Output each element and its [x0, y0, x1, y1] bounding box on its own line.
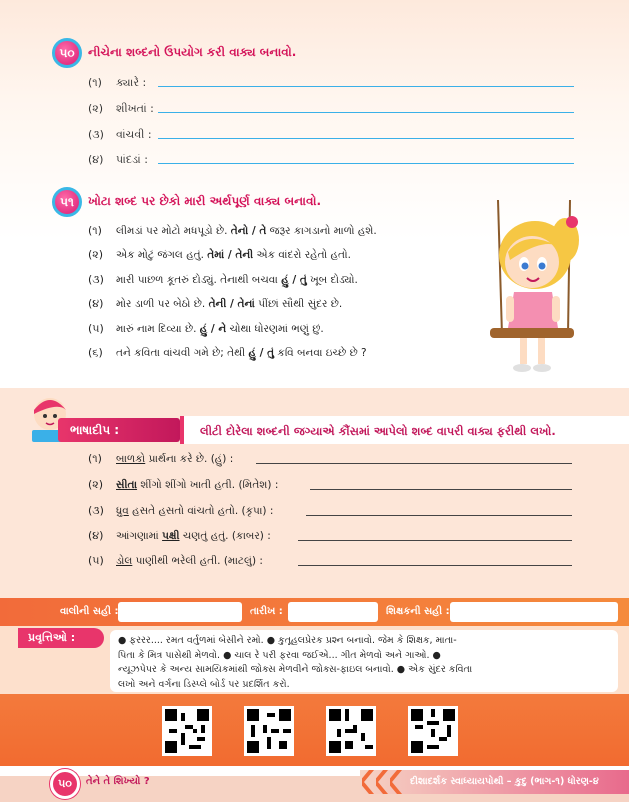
bhasha-answer-line-2[interactable] — [310, 489, 572, 490]
bhasha-answer-line-5[interactable] — [298, 565, 572, 566]
bhasha-item-1-num: (૧) — [88, 452, 102, 465]
qr-code-1[interactable] — [162, 706, 212, 756]
q51-title: ખોટા શબ્દ પર છેકો મારી અર્થપૂર્ણ વાક્ય બનાવો. — [88, 194, 322, 208]
q51-s1-choice[interactable]: તેનો / તે — [230, 225, 267, 237]
q51-s5-post: ચોથા ધોરણમાં ભણું છું. — [226, 323, 324, 335]
q51-s2-choice[interactable]: તેમાં / તેની — [207, 249, 254, 261]
bhasha-item-5-num: (૫) — [88, 554, 104, 567]
bhasha-item-1 — [88, 452, 233, 466]
q50-badge — [52, 38, 82, 68]
q51-s3-post: ખૂબ દોડ્યો. — [306, 274, 358, 286]
qr-code-2-graphic — [247, 709, 291, 753]
parent-signature-field[interactable] — [118, 602, 242, 622]
q51-s1-pre: લીમડાં પર મોટો મધપૂડો છે. — [116, 225, 231, 237]
q50-answer-line-3[interactable] — [158, 138, 574, 139]
q51-sentence-3 — [88, 273, 358, 287]
bhasha-item-4-rest: ચણતું હતું. (કાબર) : — [179, 530, 271, 542]
bhasha-item-4 — [88, 529, 271, 543]
q50-item-1 — [88, 76, 146, 90]
page-number-badge: ૫૦ — [50, 769, 80, 799]
footer-left-text: તેને તે શિખ્યો ? — [86, 776, 150, 787]
bhasha-item-2-underlined: સીતા — [116, 479, 138, 491]
bhasha-item-3-underlined: ધ્રુવ — [116, 505, 129, 517]
q51-sentence-4 — [88, 297, 342, 311]
bhasha-item-2 — [88, 478, 278, 492]
bhasha-item-3-rest: હસતે હસતો વાંચતો હતો. (કૃપા) : — [128, 505, 274, 517]
bhasha-item-1-underlined: બાળકો — [116, 453, 146, 465]
q51-s3-pre: મારી પાછળ કૂતરું દોડ્યું. તેનાથી બચવા — [116, 274, 282, 286]
qr-code-1-graphic — [165, 709, 209, 753]
bhasha-item-3 — [88, 504, 273, 518]
q50-item-4 — [88, 153, 148, 167]
q51-s3-num: (૩) — [88, 273, 104, 286]
qr-code-3[interactable] — [326, 706, 376, 756]
teacher-signature-label: શિક્ષકની સહી : — [386, 606, 450, 617]
q50-answer-line-1[interactable] — [158, 86, 574, 87]
bhasha-item-5-underlined: ડોલ — [116, 555, 133, 567]
qr-code-2[interactable] — [244, 706, 294, 756]
activities-line-2: પિતા કે મિત્ર પાસેથી મેળવો. ● ચાલ રે પરી ફરવા જઈએ... ગીત મેળવો અને ગાઓ. ● — [118, 649, 441, 661]
bhasha-item-4-pre: આંગણામાં — [116, 530, 163, 542]
q51-s6-choice[interactable]: હું / તું — [248, 347, 275, 359]
q51-s2-pre: એક મોટું જંગલ હતું. — [116, 249, 208, 261]
qr-code-4[interactable] — [408, 706, 458, 756]
activities-line-1: ● ફરરર.... રમત વર્તુળમાં બેસીને રમો. ● કુતૂહલપ્રેરક પ્રશ્ન બનાવો. જેમ કે શિક્ષક, માતા- — [118, 635, 457, 646]
activities-line-4: લખો અને વર્ગના ડિસ્પ્લે બોર્ડ પર પ્રદર્શિત કરો. — [118, 678, 290, 690]
qr-code-4-graphic — [411, 709, 455, 753]
q50-item-2-num: (૨) — [88, 102, 104, 115]
q51-s4-post: પીંછાં સૌથી સુંદર છે. — [254, 298, 343, 310]
bhasha-item-4-underlined: પક્ષી — [162, 530, 180, 542]
bhasha-item-4-num: (૪) — [88, 529, 104, 542]
q51-s1-num: (૧) — [88, 224, 102, 237]
bhasha-item-2-rest: શીંગો શીંગો ખાતી હતી. (મિતેશ) : — [137, 479, 279, 491]
qr-code-3-graphic — [329, 709, 373, 753]
bhasha-item-2-num: (૨) — [88, 478, 104, 491]
chevron-left-icon — [376, 770, 390, 794]
q50-item-3 — [88, 128, 152, 142]
q51-s6-post: કવિ બનવા ઇચ્છે છે ? — [274, 347, 367, 359]
q50-item-4-num: (૪) — [88, 153, 104, 166]
q51-s1-post: જરૂર કાગડાનો માળો હશે. — [266, 225, 377, 237]
activities-box — [110, 630, 618, 692]
q51-s4-pre: મોર ડાળી પર બેઠો છે. — [116, 298, 209, 310]
bhasha-item-1-rest: પ્રાર્થના કરે છે. (હું) : — [145, 453, 234, 465]
q50-item-2-word: શીખતાં : — [116, 102, 154, 115]
bhasha-item-5 — [88, 554, 263, 568]
bhashadeep-title: લીટી દોરેલા શબ્દની જગ્યાએ કૌંસમાં આપેલો શબ્દ વાપરી વાક્ય ફરીથી લખો. — [200, 424, 556, 438]
date-field[interactable] — [288, 602, 378, 622]
q50-item-3-word: વાંચવી : — [116, 128, 152, 141]
q50-item-2 — [88, 102, 154, 116]
teacher-signature-field[interactable] — [450, 602, 618, 622]
q50-answer-line-4[interactable] — [158, 163, 574, 164]
q51-badge — [52, 187, 82, 217]
q50-answer-line-2[interactable] — [158, 112, 574, 113]
girl-on-swing-illustration — [480, 200, 590, 380]
bhasha-item-3-num: (૩) — [88, 504, 104, 517]
bhashadeep-tab: ભાષાદીપ : — [58, 418, 180, 442]
footer-book-title: દીશાદર્શક સ્વાધ્યાયપોથી – કુદુ (ભાગ-૧) ધોરણ-૪ — [410, 776, 599, 787]
q50-item-1-num: (૧) — [88, 76, 102, 89]
bhasha-answer-line-1[interactable] — [256, 463, 572, 464]
q51-s3-choice[interactable]: હું / તું — [281, 274, 307, 286]
q51-sentence-5 — [88, 322, 324, 336]
q51-s6-num: (૬) — [88, 346, 103, 359]
q51-s2-num: (૨) — [88, 248, 104, 261]
parent-signature-label: વાલીની સહી : — [60, 606, 119, 617]
qr-code-band — [0, 694, 629, 766]
q51-s4-num: (૪) — [88, 297, 104, 310]
q50-item-3-num: (૩) — [88, 128, 104, 141]
q51-sentence-2 — [88, 248, 351, 262]
q51-s4-choice[interactable]: તેની / તેનાં — [208, 298, 255, 310]
q51-s2-post: એક વાંદરો રહેતો હતો. — [253, 249, 351, 261]
chevron-left-icon — [362, 770, 376, 794]
q51-s5-pre: મારું નામ દિવ્યા છે. — [116, 323, 200, 335]
bhasha-answer-line-4[interactable] — [298, 540, 572, 541]
q50-item-1-word: ક્યારે : — [116, 76, 147, 89]
q51-s6-pre: તને કવિતા વાંચવી ગમે છે; તેથી — [116, 347, 249, 359]
activities-tab: પ્રવૃત્તિઓ : — [18, 628, 104, 648]
q51-s5-num: (૫) — [88, 322, 104, 335]
bhasha-answer-line-3[interactable] — [306, 515, 572, 516]
q50-item-4-word: પાંદડાં : — [116, 153, 148, 166]
q51-sentence-6 — [88, 346, 367, 360]
bhasha-item-5-rest: પાણીથી ભરેલી હતી. (માટલું) : — [132, 555, 263, 567]
q51-sentence-1 — [88, 224, 377, 238]
chevron-left-icon — [390, 770, 404, 794]
q51-s5-choice[interactable]: હું / ને — [199, 323, 227, 335]
activities-line-3: ન્યૂઝપેપર કે અન્ય સામયિકમાંથી જોક્સ મેળવીને જોક્સ-ફાઇલ બનાવો. ● એક સુંદર કવિતા — [118, 664, 473, 675]
date-label: તારીખ : — [250, 606, 283, 617]
q51-badge-text: ૫૧ — [60, 194, 74, 209]
q50-title: નીચેના શબ્દનો ઉપયોગ કરી વાક્ય બનાવો. — [88, 45, 297, 59]
q50-badge-text: ૫૦ — [59, 45, 75, 60]
